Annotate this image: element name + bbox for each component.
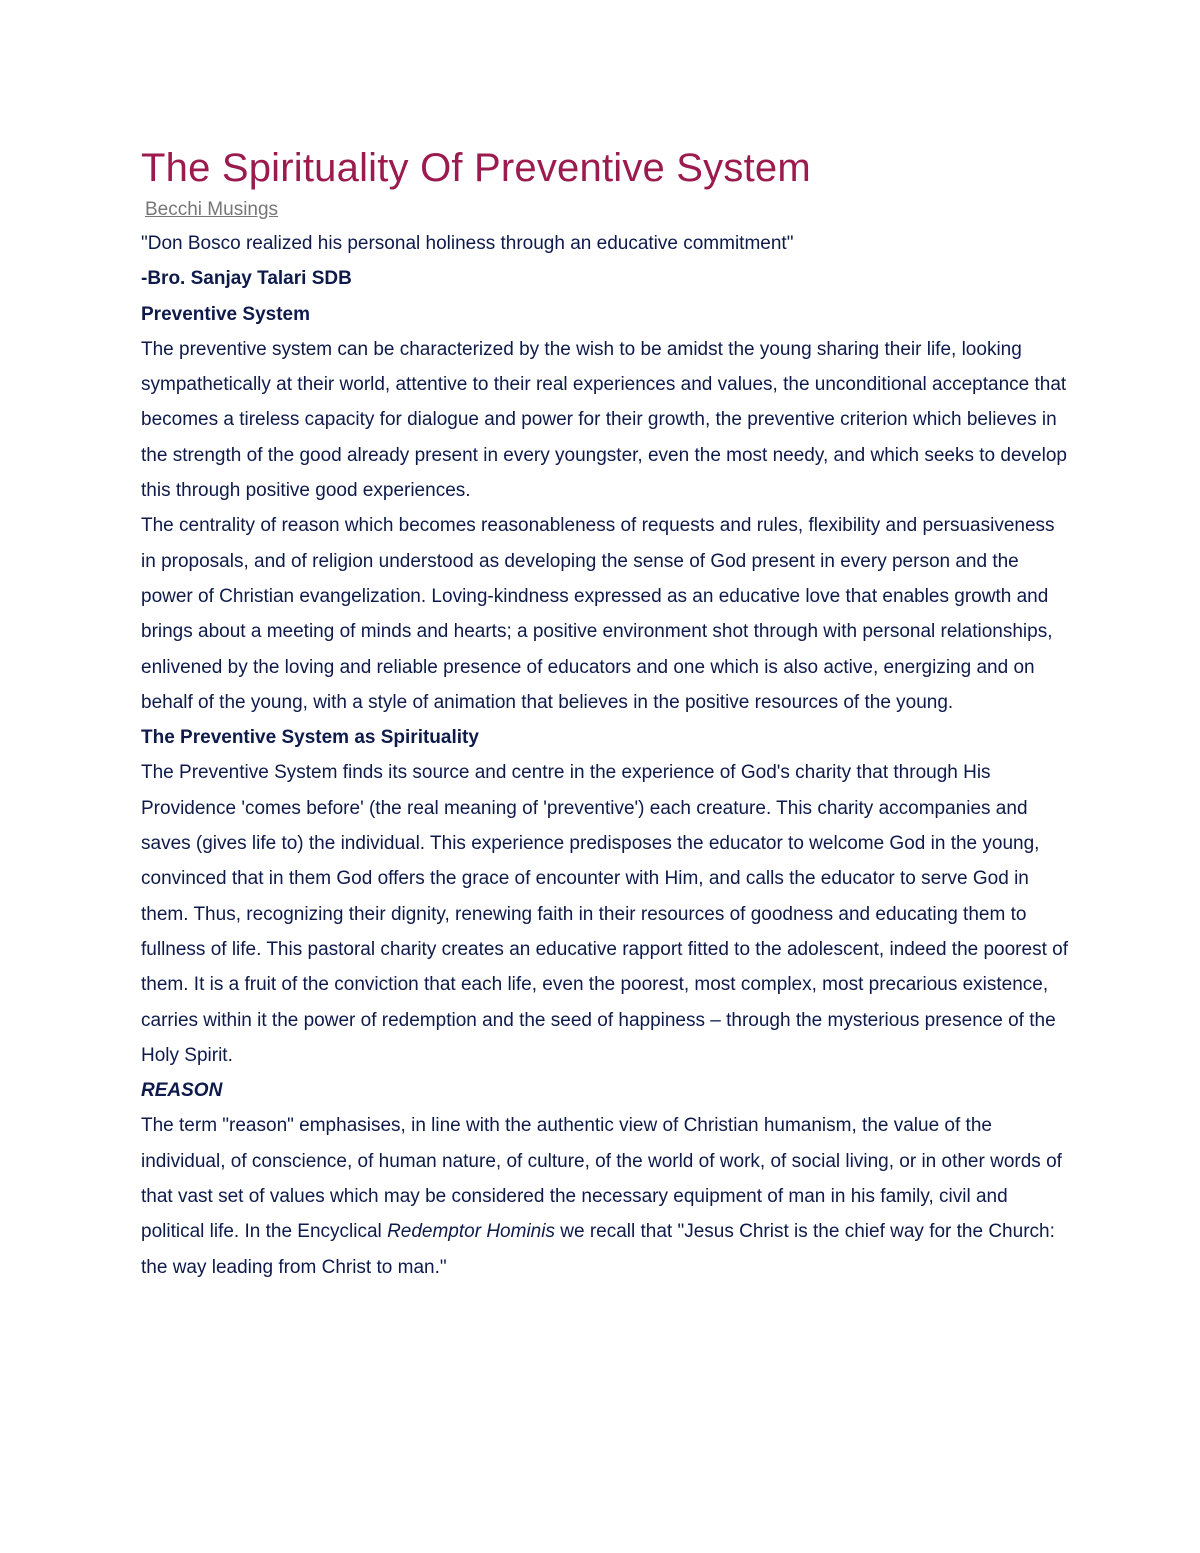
paragraph-reason — [141, 1108, 1071, 1284]
quote-attribution: -Bro. Sanjay Talari SDB — [141, 268, 352, 290]
paragraph-spirituality: The Preventive System finds its source and centre in the experience of God's charity that through His Providence 'comes before' (the real meaning of 'preventive') each creature. This charity accompanies and saves (gives life to) the individual. This experience predisposes the educator to welcome God in the young, convinced that in them God offers the grace of encounter with Him, and calls the educator to serve God in them. Thus, recognizing their dignity, renewing faith in their resources of goodness and educating them to fullness of life. This pastoral charity creates an educative rapport fitted to the adolescent, indeed the poorest of them. It is a fruit of the conviction that each life, even the poorest, most complex, most precarious existence, carries within it the power of redemption and the seed of happiness – through the mysterious presence of the Holy Spirit. — [141, 762, 1068, 1066]
paragraph-reason-text-before: The term "reason" emphasises, in line with the authentic view of Christian humanism, the value of the individual, of conscience, of human nature, of culture, of the world of work, of social living, or in other words of that vast set of values which may be considered the necessary equipment of man in his family, civil and political life. In the Encyclical — [141, 1115, 1062, 1243]
opening-quote: "Don Bosco realized his personal holiness through an educative commitment" — [141, 233, 794, 254]
paragraph-reason-text-after: we recall that "Jesus Christ is the chief way for the Church: the way leading from Christ to man." — [141, 1221, 1055, 1278]
heading-reason: REASON — [141, 1080, 223, 1102]
document-page — [141, 140, 1071, 1285]
heading-preventive-system: Preventive System — [141, 303, 310, 325]
paragraph-preventive-system-1: The preventive system can be characterized by the wish to be amidst the young sharing their life, looking sympathetically at their world, attentive to their real experiences and values, the unconditional acceptance that becomes a tireless capacity for dialogue and power for their growth, the preventive criterion which believes in the strength of the good already present in every youngster, even the most needy, and which seeks to develop this through positive good experiences. — [141, 338, 1067, 502]
encyclical-title: Redemptor Hominis — [387, 1221, 555, 1243]
byline-link[interactable]: Becchi Musings — [145, 199, 279, 220]
heading-spirituality: The Preventive System as Spirituality — [141, 727, 479, 749]
paragraph-preventive-system-2: The centrality of reason which becomes reasonableness of requests and rules, flexibility and persuasiveness in proposals, and of religion understood as developing the sense of God present in every person and the power of Christian evangelization. Loving-kindness expressed as an educative love that enables growth and brings about a meeting of minds and hearts; a positive environment shot through with personal relationships, enlivened by the loving and reliable presence of educators and one which is also active, energizing and on behalf of the young, with a style of animation that believes in the positive resources of the young. — [141, 515, 1055, 713]
document-title: The Spirituality Of Preventive System — [141, 146, 811, 190]
